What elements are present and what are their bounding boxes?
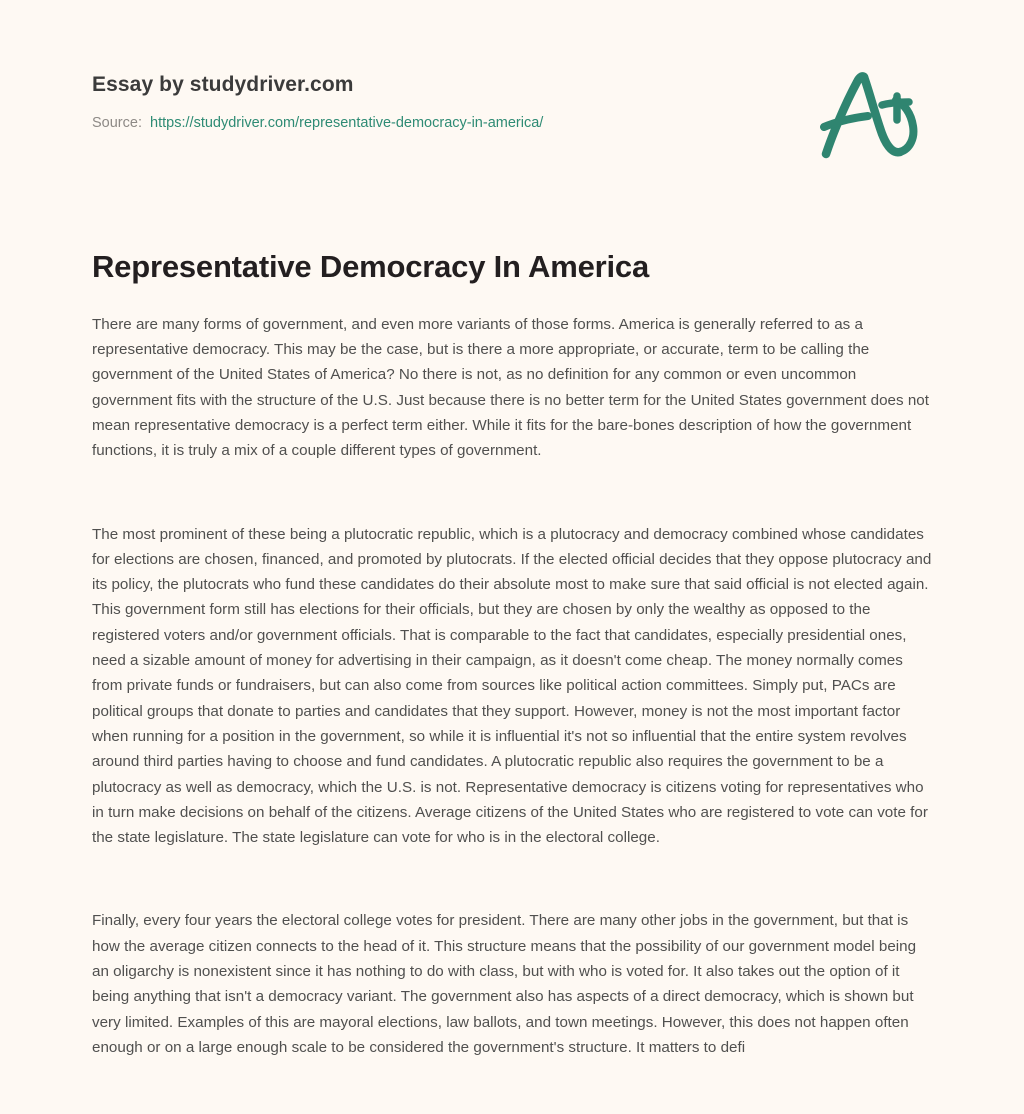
source-line [92,114,792,133]
brand-block [92,72,792,133]
article [92,248,934,1060]
page-header [0,0,1024,200]
source-url-link[interactable]: https://studydriver.com/representative-democracy-in-america/ [150,115,544,132]
paragraph: There are many forms of government, and even more variants of those forms. America is generally referred to as a representative democracy. This may be the case, but is there a more appropriate, or accurate, term to be calling the government of the United States of America? No there is not, as no definition for any common or even uncommon government fits with the structure of the U.S. Just because there is no better term for the United States government does not mean representative democracy is a perfect term either. While it fits for the bare-bones description of how the government functions, it is truly a mix of a couple different types of government. [92,315,929,460]
page-title: Representative Democracy In America [92,249,650,284]
a-plus-logo-icon [812,66,924,166]
studydriver-a-plus-logo-icon[interactable] [812,66,924,166]
paragraph: The most prominent of these being a plutocratic republic, which is a plutocracy and democracy combined whose candidates for elections are chosen, financed, and promoted by plutocrats. If the elected official decides that they oppose plutocracy and its policy, the plutocrats who fund these candidates do their absolute most to make sure that said official is not elected again. This government form still has elections for their officials, but they are chosen by only the wealthy as opposed to the registered voters and/or government officials. That is comparable to the fact that candidates, especially presidential ones, need a sizable amount of money for advertising in their campaign, as it doesn't come cheap. The money normally comes from private funds or fundraisers, but can also come from sources like political action committees. Simply put, PACs are political groups that donate to parties and candidates that they support. However, money is not the most important factor when running for a position in the government, so while it is influential it's not so influential that the entire system revolves around third parties having to choose and fund candidates. A plutocratic republic also requires the government to be a plutocracy as well as democracy, which the U.S. is not. Representative democracy is citizens voting for representatives who in turn make decisions on behalf of the citizens. Average citizens of the United States who are registered to vote can vote for the state legislature. The state legislature can vote for who is in the electoral college. [92,525,932,847]
paragraph: Finally, every four years the electoral college votes for president. There are many other jobs in the government, but that is how the average citizen connects to the head of it. This structure means that the possibility of our government model being an oligarchy is nonexistent since it has nothing to do with class, but with who is voted for. It also takes out the option of it being anything that isn't a democracy variant. The government also has aspects of a direct democracy, which is shown but very limited. Examples of this are mayoral elections, law ballots, and town meetings. However, this does not happen often enough or on a large enough scale to be considered the government's structure. It matters to defi [92,912,917,1056]
brand-title: Essay by studydriver.com [92,73,354,96]
article-body [92,312,934,1060]
source-label: Source: [92,115,142,132]
